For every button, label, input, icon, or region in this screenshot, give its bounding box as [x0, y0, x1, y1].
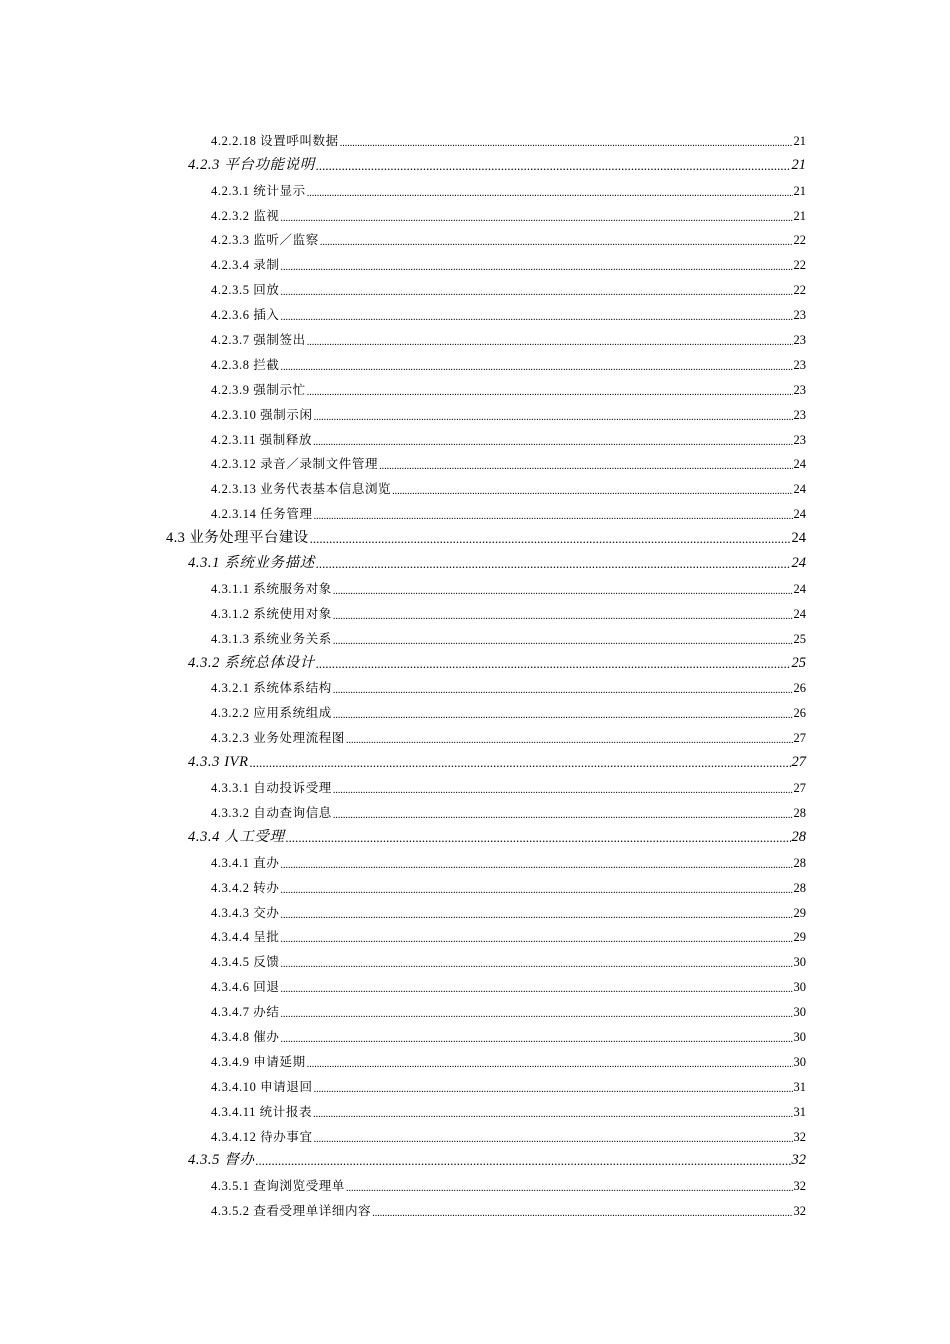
toc-entry-page-number: 24: [791, 530, 806, 547]
toc-entry-title: 4.2.2.18 设置呼叫数据: [211, 133, 339, 148]
toc-entry-page-number: 28: [791, 828, 806, 845]
toc-entry[interactable]: [0, 1145, 806, 1170]
toc-dot-leader: [281, 1009, 793, 1020]
toc-entry[interactable]: [0, 622, 806, 647]
toc-entry[interactable]: [0, 771, 806, 796]
toc-entry[interactable]: [0, 572, 806, 597]
toc-entry-page-number: 27: [793, 731, 806, 746]
toc-entry-page-number: 32: [793, 1179, 806, 1194]
toc-entry[interactable]: [0, 945, 806, 970]
toc-dot-leader: [314, 1134, 793, 1145]
toc-entry[interactable]: [0, 298, 806, 323]
toc-dot-leader: [281, 362, 793, 373]
toc-entry[interactable]: [0, 821, 806, 846]
toc-entry-title: 4.2.3.9 强制示忙: [211, 382, 306, 397]
toc-entry-title: 4.2.3 平台功能说明: [188, 156, 315, 173]
toc-dot-leader: [307, 1059, 793, 1070]
toc-entry-page-number: 23: [793, 407, 806, 422]
toc-dot-leader: [392, 486, 792, 497]
toc-dot-leader: [310, 531, 791, 547]
toc-entry[interactable]: [0, 448, 806, 473]
toc-entry-title: 4.3.2 系统总体设计: [188, 654, 315, 671]
toc-entry[interactable]: [0, 1120, 806, 1145]
toc-entry-page-number: 23: [793, 382, 806, 397]
toc-entry-title: 4.3.5.1 查询浏览受理单: [211, 1179, 346, 1194]
toc-entry-page-number: 31: [793, 1104, 806, 1119]
toc-entry-title: 4.3.4.3 交办: [211, 905, 280, 920]
toc-entry-page-number: 30: [793, 1005, 806, 1020]
toc-dot-leader: [255, 1153, 790, 1169]
toc-entry-title: 4.3.4.2 转办: [211, 880, 280, 895]
toc-entry-title: 4.3.2.2 应用系统组成: [211, 706, 332, 721]
toc-entry[interactable]: [0, 1045, 806, 1070]
toc-entry[interactable]: [0, 1020, 806, 1045]
toc-dot-leader: [333, 785, 793, 796]
toc-entry[interactable]: [0, 871, 806, 896]
toc-dot-leader: [250, 755, 791, 771]
toc-entry-title: 4.2.3.11 强制释放: [211, 432, 313, 447]
toc-entry[interactable]: [0, 970, 806, 995]
toc-entry[interactable]: [0, 921, 806, 946]
toc-entry-page-number: 27: [791, 754, 806, 771]
toc-entry-page-number: 31: [793, 1079, 806, 1094]
toc-dot-leader: [314, 511, 793, 522]
toc-entry-page-number: 24: [793, 606, 806, 621]
toc-entry[interactable]: [0, 248, 806, 273]
toc-dot-leader: [333, 685, 793, 696]
toc-entry[interactable]: [0, 472, 806, 497]
toc-dot-leader: [316, 556, 791, 572]
toc-dot-leader: [281, 213, 793, 224]
toc-dot-leader: [281, 934, 793, 945]
toc-entry-page-number: 22: [793, 233, 806, 248]
toc-entry-title: 4.3.1.3 系统业务关系: [211, 631, 332, 646]
toc-entry[interactable]: [0, 647, 806, 672]
toc-entry-title: 4.2.3.4 录制: [211, 258, 280, 273]
toc-entry-title: 4.3.4.11 统计报表: [211, 1104, 313, 1119]
toc-entry-page-number: 22: [793, 258, 806, 273]
toc-entry-page-number: 21: [793, 208, 806, 223]
toc-dot-leader: [307, 387, 793, 398]
toc-entry-page-number: 22: [793, 283, 806, 298]
toc-entry[interactable]: [0, 1095, 806, 1120]
toc-entry[interactable]: [0, 373, 806, 398]
toc-dot-leader: [333, 611, 793, 622]
toc-dot-leader: [281, 860, 793, 871]
toc-entry[interactable]: [0, 174, 806, 199]
toc-entry[interactable]: [0, 522, 806, 547]
toc-entry[interactable]: [0, 497, 806, 522]
toc-entry-page-number: 30: [793, 955, 806, 970]
toc-entry-title: 4.2.3.7 强制签出: [211, 333, 306, 348]
toc-entry-title: 4.2.3.1 统计显示: [211, 183, 306, 198]
toc-entry-title: 4.3.4.9 申请延期: [211, 1054, 306, 1069]
toc-entry-title: 4.3.4.7 办结: [211, 1005, 280, 1020]
toc-entry-title: 4.2.3.14 任务管理: [211, 507, 313, 522]
toc-entry-title: 4.3.4.12 待办事宜: [211, 1129, 313, 1144]
toc-entry[interactable]: [0, 149, 806, 174]
toc-entry-page-number: 27: [793, 781, 806, 796]
toc-dot-leader: [333, 810, 793, 821]
toc-entry-page-number: 24: [793, 457, 806, 472]
toc-dot-leader: [372, 1208, 792, 1219]
toc-entry-title: 4.2.3.8 拦截: [211, 357, 280, 372]
toc-entry-title: 4.3.3 IVR: [188, 754, 249, 771]
toc-dot-leader: [281, 312, 793, 323]
toc-dot-leader: [281, 262, 793, 273]
toc-entry-title: 4.3.4.6 回退: [211, 980, 280, 995]
toc-dot-leader: [281, 959, 793, 970]
toc-entry-page-number: 24: [793, 581, 806, 596]
toc-entry-title: 4.3.4 人工受理: [188, 828, 285, 845]
toc-entry[interactable]: [0, 696, 806, 721]
toc-dot-leader: [346, 735, 792, 746]
toc-dot-leader: [281, 287, 793, 298]
toc-entry[interactable]: [0, 348, 806, 373]
toc-dot-leader: [333, 636, 793, 647]
toc-entry[interactable]: [0, 547, 806, 572]
toc-entry-title: 4.2.3.3 监听／监察: [211, 233, 319, 248]
toc-dot-leader: [307, 188, 793, 199]
toc-dot-leader: [281, 885, 793, 896]
toc-entry-page-number: 32: [791, 1152, 806, 1169]
toc-entry-title: 4.3.4.8 催办: [211, 1029, 280, 1044]
toc-entry-title: 4.3.2.3 业务处理流程图: [211, 731, 346, 746]
toc-entry-page-number: 32: [793, 1204, 806, 1219]
toc-entry-page-number: 24: [793, 507, 806, 522]
toc-entry-title: 4.3.4.1 直办: [211, 855, 280, 870]
toc-dot-leader: [340, 138, 793, 149]
toc-entry[interactable]: [0, 597, 806, 622]
toc-dot-leader: [281, 910, 793, 921]
toc-entry-page-number: 29: [793, 905, 806, 920]
toc-entry[interactable]: [0, 423, 806, 448]
toc-entry-title: 4.3.5 督办: [188, 1152, 255, 1169]
toc-entry-page-number: 29: [793, 930, 806, 945]
toc-entry-page-number: 24: [793, 482, 806, 497]
toc-entry-page-number: 30: [793, 1054, 806, 1069]
toc-entry-page-number: 28: [793, 805, 806, 820]
toc-dot-leader: [281, 1034, 793, 1045]
toc-entry-title: 4.3.4.4 呈批: [211, 930, 280, 945]
toc-entry-page-number: 23: [793, 357, 806, 372]
toc-entry[interactable]: [0, 224, 806, 249]
toc-entry[interactable]: [0, 995, 806, 1020]
toc-entry[interactable]: [0, 796, 806, 821]
toc-dot-leader: [286, 830, 791, 846]
toc-entry-title: 4.3 业务处理平台建设: [166, 530, 309, 547]
toc-entry-page-number: 30: [793, 1029, 806, 1044]
toc-entry-page-number: 24: [791, 555, 806, 572]
toc-entry-title: 4.2.3.10 强制示闲: [211, 407, 313, 422]
toc-entry-page-number: 21: [793, 183, 806, 198]
toc-dot-leader: [313, 1109, 792, 1120]
toc-entry[interactable]: [0, 323, 806, 348]
toc-entry[interactable]: [0, 1169, 806, 1194]
toc-entry-title: 4.2.3.12 录音／录制文件管理: [211, 457, 379, 472]
toc-dot-leader: [316, 656, 791, 672]
toc-entry-page-number: 21: [791, 156, 806, 173]
toc-entry[interactable]: [0, 124, 806, 149]
toc-entry-page-number: 26: [793, 681, 806, 696]
toc-entry[interactable]: [0, 721, 806, 746]
toc-entry-page-number: 25: [793, 631, 806, 646]
toc-entry[interactable]: [0, 398, 806, 423]
toc-dot-leader: [333, 586, 793, 597]
toc-entry[interactable]: [0, 199, 806, 224]
toc-dot-leader: [346, 1183, 792, 1194]
toc-entry-page-number: 23: [793, 308, 806, 323]
toc-entry-title: 4.3.4.5 反馈: [211, 955, 280, 970]
toc-dot-leader: [320, 237, 793, 248]
toc-dot-leader: [314, 412, 793, 423]
toc-entry-title: 4.2.3.2 监视: [211, 208, 280, 223]
toc-entry[interactable]: [0, 896, 806, 921]
toc-entry[interactable]: [0, 273, 806, 298]
toc-entry-title: 4.3.1.1 系统服务对象: [211, 581, 332, 596]
toc-entry-page-number: 28: [793, 880, 806, 895]
table-of-contents: [0, 124, 950, 1219]
toc-dot-leader: [333, 710, 793, 721]
toc-entry-page-number: 26: [793, 706, 806, 721]
toc-entry[interactable]: [0, 846, 806, 871]
toc-entry[interactable]: [0, 672, 806, 697]
toc-entry-title: 4.3.3.1 自动投诉受理: [211, 781, 332, 796]
toc-dot-leader: [313, 437, 792, 448]
toc-entry[interactable]: [0, 1194, 806, 1219]
toc-entry-title: 4.3.3.2 自动查询信息: [211, 805, 332, 820]
toc-dot-leader: [281, 984, 793, 995]
toc-entry-page-number: 28: [793, 855, 806, 870]
toc-dot-leader: [307, 337, 793, 348]
toc-entry-title: 4.2.3.5 回放: [211, 283, 280, 298]
toc-entry-title: 4.2.3.13 业务代表基本信息浏览: [211, 482, 392, 497]
toc-entry-title: 4.3.2.1 系统体系结构: [211, 681, 332, 696]
toc-entry-title: 4.3.4.10 申请退回: [211, 1079, 313, 1094]
toc-entry-title: 4.3.1 系统业务描述: [188, 555, 315, 572]
toc-entry[interactable]: [0, 746, 806, 771]
toc-entry-title: 4.3.1.2 系统使用对象: [211, 606, 332, 621]
toc-dot-leader: [314, 1084, 793, 1095]
toc-entry[interactable]: [0, 1070, 806, 1095]
toc-entry-title: 4.3.5.2 查看受理单详细内容: [211, 1204, 372, 1219]
toc-entry-page-number: 23: [793, 333, 806, 348]
toc-entry-page-number: 21: [793, 133, 806, 148]
toc-entry-page-number: 25: [791, 654, 806, 671]
toc-dot-leader: [379, 461, 792, 472]
toc-entry-title: 4.2.3.6 插入: [211, 308, 280, 323]
toc-dot-leader: [316, 158, 791, 174]
toc-entry-page-number: 30: [793, 980, 806, 995]
toc-entry-page-number: 23: [793, 432, 806, 447]
toc-entry-page-number: 32: [793, 1129, 806, 1144]
